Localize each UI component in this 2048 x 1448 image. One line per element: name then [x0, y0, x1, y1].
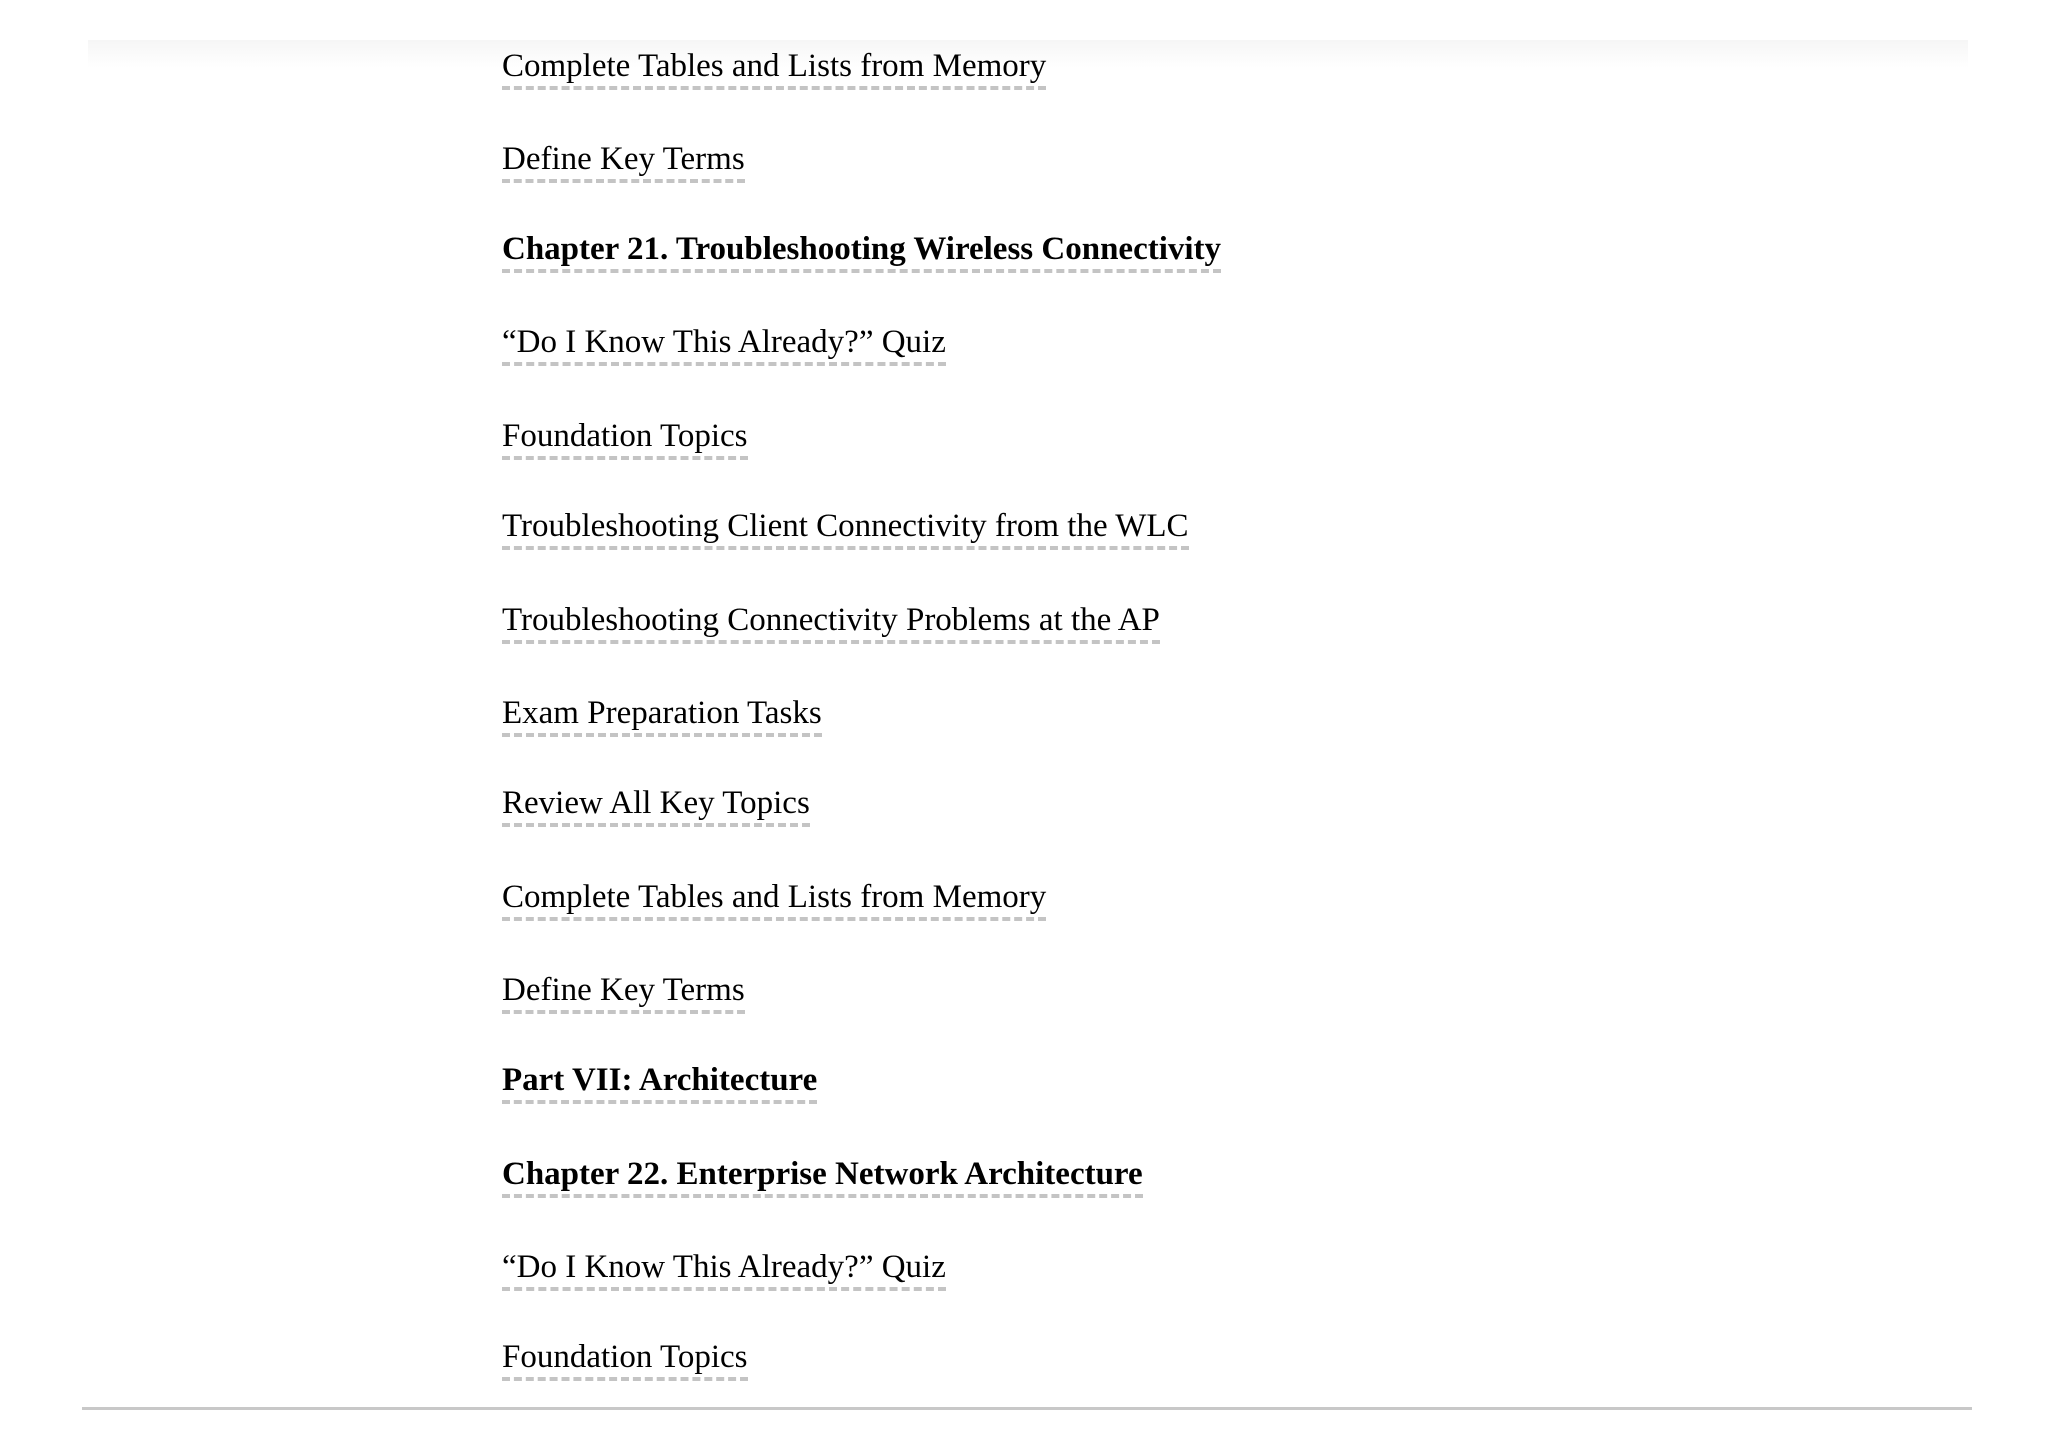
toc-item — [502, 1060, 817, 1104]
toc-item — [502, 970, 745, 1014]
toc-link-troubleshooting-ap[interactable]: Troubleshooting Connectivity Problems at the AP — [502, 600, 1160, 644]
toc-link-define-key-terms[interactable]: Define Key Terms — [502, 970, 745, 1014]
toc-link-define-key-terms[interactable]: Define Key Terms — [502, 139, 745, 183]
toc-item — [502, 139, 745, 183]
toc-link-complete-tables[interactable]: Complete Tables and Lists from Memory — [502, 46, 1046, 90]
toc-item — [502, 693, 822, 737]
toc-item — [502, 600, 1160, 644]
toc-link-complete-tables[interactable]: Complete Tables and Lists from Memory — [502, 877, 1046, 921]
toc-item — [502, 322, 946, 366]
toc-item — [502, 1337, 748, 1381]
toc-link-chapter-22[interactable]: Chapter 22. Enterprise Network Architecture — [502, 1154, 1143, 1198]
toc-link-review-key-topics[interactable]: Review All Key Topics — [502, 783, 810, 827]
toc-link-part-vii[interactable]: Part VII: Architecture — [502, 1060, 817, 1104]
toc-link-chapter-21[interactable]: Chapter 21. Troubleshooting Wireless Connectivity — [502, 229, 1221, 273]
toc-item — [502, 1154, 1143, 1198]
toc-link-dikta-quiz[interactable]: “Do I Know This Already?” Quiz — [502, 1247, 946, 1291]
toc-item — [502, 877, 1046, 921]
toc-item — [502, 229, 1221, 273]
toc-item — [502, 416, 748, 460]
bottom-divider — [82, 1407, 1972, 1410]
toc-item — [502, 46, 1046, 90]
toc-item — [502, 506, 1189, 550]
toc-link-dikta-quiz[interactable]: “Do I Know This Already?” Quiz — [502, 322, 946, 366]
toc-link-foundation-topics[interactable]: Foundation Topics — [502, 416, 748, 460]
toc-item — [502, 783, 810, 827]
toc-item — [502, 1247, 946, 1291]
toc-link-exam-prep-tasks[interactable]: Exam Preparation Tasks — [502, 693, 822, 737]
toc-link-foundation-topics[interactable]: Foundation Topics — [502, 1337, 748, 1381]
toc-link-troubleshooting-client-wlc[interactable]: Troubleshooting Client Connectivity from the WLC — [502, 506, 1189, 550]
